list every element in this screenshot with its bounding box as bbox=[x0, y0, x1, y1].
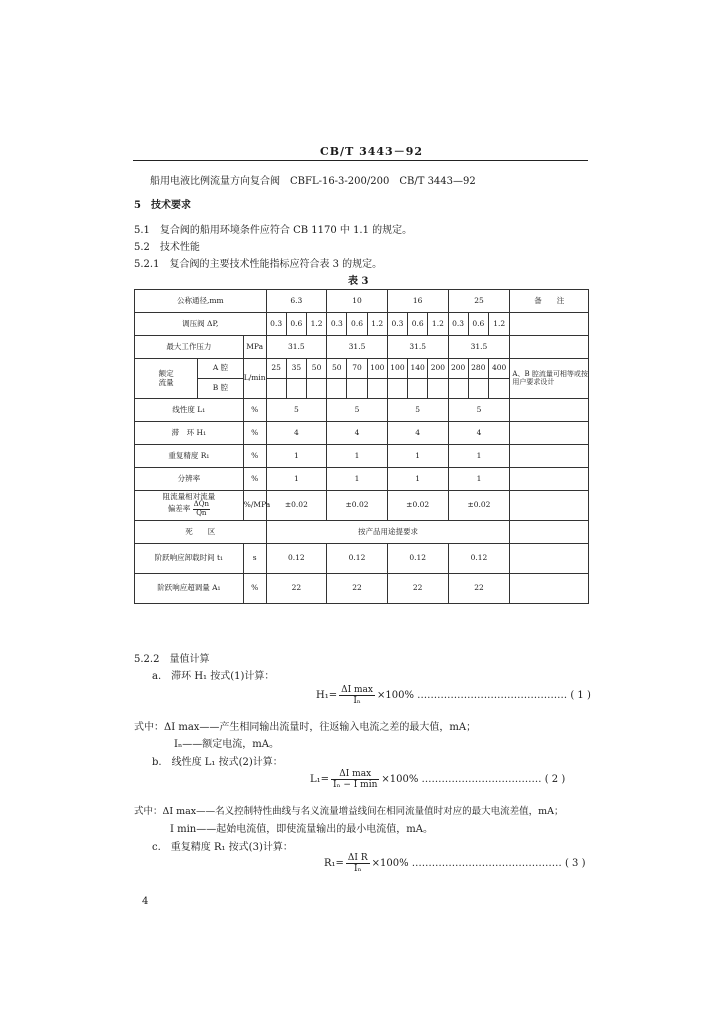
flow-value: 35 bbox=[286, 359, 306, 379]
unit-cell: % bbox=[243, 468, 266, 491]
flow-value: 400 bbox=[488, 359, 509, 379]
empty-cell bbox=[510, 399, 589, 422]
table-row-nominal bbox=[135, 290, 589, 313]
flow-note: A、B 腔流量可相等或按用户要求设计 bbox=[510, 359, 589, 399]
deadzone-value: 按产品用途提要求 bbox=[266, 521, 510, 544]
deviation-unit: %/MPa bbox=[243, 491, 266, 521]
fraction-numerator: ΔI R bbox=[347, 853, 368, 863]
nominal-value: 25 bbox=[448, 290, 510, 313]
empty-cell bbox=[510, 422, 589, 445]
formula-lhs: L₁= bbox=[310, 774, 330, 785]
clause-5-2-1: 5.2.1 复合阀的主要技术性能指标应符合表 3 的规定。 bbox=[134, 259, 383, 270]
clause-5-1: 5.1 复合阀的船用环境条件应符合 CB 1170 中 1.1 的规定。 bbox=[134, 225, 413, 236]
flow-value: 25 bbox=[266, 359, 286, 379]
value-cell: 5 bbox=[266, 399, 327, 422]
empty-cell bbox=[510, 574, 589, 604]
empty-cell bbox=[510, 336, 589, 359]
deadzone-label: 死 区 bbox=[135, 521, 267, 544]
flow-value: 70 bbox=[347, 359, 367, 379]
pressure-value: 1.2 bbox=[428, 313, 448, 336]
where-2-a: 式中：ΔI max——名义控制特性曲线与名义流量增益线间在相同流量值时对应的最大电流差值，mA； bbox=[134, 806, 564, 817]
formula-fraction bbox=[339, 685, 375, 706]
clause-5-2-2: 5.2.2 量值计算 bbox=[134, 654, 210, 665]
max-pressure-value: 31.5 bbox=[327, 336, 388, 359]
item-b: b. 线性度 L₁ 按式(2)计算： bbox=[152, 757, 283, 768]
hysteresis-label: 滞 环 H₁ bbox=[135, 422, 244, 445]
unit-cell: % bbox=[243, 445, 266, 468]
fraction-denominator: Iₙ bbox=[353, 696, 361, 706]
value-cell: 1 bbox=[448, 468, 510, 491]
deviation-label-text: 阻流量相对流量 bbox=[162, 492, 216, 502]
empty-cell bbox=[510, 313, 589, 336]
repeatability-label: 重复精度 R₁ bbox=[135, 445, 244, 468]
page-number: 4 bbox=[142, 896, 149, 907]
document-header: CB/T 3443－92 bbox=[320, 145, 424, 158]
pressure-value: 0.6 bbox=[286, 313, 306, 336]
value-cell: ±0.02 bbox=[448, 491, 510, 521]
value-cell: 1 bbox=[327, 468, 388, 491]
port-b-label: B 腔 bbox=[198, 379, 244, 399]
fraction-denominator: Iₙ bbox=[354, 864, 362, 874]
step-label: 阶跃响应卸载时间 t₁ bbox=[135, 544, 244, 574]
pressure-value: 0.3 bbox=[448, 313, 468, 336]
pressure-label: 调压阀 ΔP, bbox=[135, 313, 267, 336]
formula-2 bbox=[310, 769, 565, 790]
linearity-label: 线性度 L₁ bbox=[135, 399, 244, 422]
formula-3 bbox=[324, 853, 585, 874]
nominal-value: 16 bbox=[387, 290, 448, 313]
flow-value: 100 bbox=[367, 359, 387, 379]
pressure-value: 0.6 bbox=[468, 313, 488, 336]
empty-cell bbox=[510, 445, 589, 468]
value-cell: 22 bbox=[448, 574, 510, 604]
pressure-value: 0.3 bbox=[327, 313, 347, 336]
value-cell: 5 bbox=[448, 399, 510, 422]
table-row bbox=[135, 422, 589, 445]
value-cell: 4 bbox=[327, 422, 388, 445]
value-cell: 5 bbox=[387, 399, 448, 422]
value-cell: 1 bbox=[387, 445, 448, 468]
table-row bbox=[135, 468, 589, 491]
flow-unit: L/min bbox=[243, 359, 266, 399]
formula-tail: ×100% ……………………………… ( 2 ) bbox=[381, 774, 566, 785]
pressure-value: 1.2 bbox=[367, 313, 387, 336]
value-cell: 1 bbox=[448, 445, 510, 468]
empty-cell bbox=[510, 544, 589, 574]
unit-cell: s bbox=[243, 544, 266, 574]
flow-value: 50 bbox=[306, 359, 326, 379]
item-c: c. 重复精度 R₁ 按式(3)计算： bbox=[152, 842, 293, 853]
resolution-label: 分辨率 bbox=[135, 468, 244, 491]
max-pressure-value: 31.5 bbox=[387, 336, 448, 359]
item-a: a. 滞环 H₁ 按式(1)计算： bbox=[152, 671, 275, 682]
flow-value: 50 bbox=[327, 359, 347, 379]
value-cell: 0.12 bbox=[327, 544, 388, 574]
clause-5-2: 5.2 技术性能 bbox=[134, 242, 200, 253]
unit-cell: % bbox=[243, 422, 266, 445]
nominal-label: 公称通径,mm bbox=[135, 290, 267, 313]
value-cell: 1 bbox=[387, 468, 448, 491]
pressure-value: 0.3 bbox=[387, 313, 407, 336]
nominal-value: 10 bbox=[327, 290, 388, 313]
formula-1 bbox=[316, 685, 591, 706]
flow-value: 140 bbox=[408, 359, 428, 379]
value-cell: 22 bbox=[327, 574, 388, 604]
value-cell: 22 bbox=[387, 574, 448, 604]
table-row-step bbox=[135, 544, 589, 574]
pressure-value: 0.6 bbox=[347, 313, 367, 336]
pressure-value: 1.2 bbox=[488, 313, 509, 336]
max-pressure-label: 最大工作压力 bbox=[135, 336, 244, 359]
deviation-label bbox=[135, 491, 244, 521]
table-row-deadzone bbox=[135, 521, 589, 544]
table-row-flow-a bbox=[135, 359, 589, 379]
where-1-b: Iₙ——额定电流，mA。 bbox=[174, 739, 279, 750]
flow-value: 200 bbox=[428, 359, 448, 379]
rated-flow-label: 额定 流量 bbox=[135, 359, 198, 399]
pressure-value: 0.3 bbox=[266, 313, 286, 336]
value-cell: 0.12 bbox=[266, 544, 327, 574]
section-5-title: 5 技术要求 bbox=[134, 200, 191, 211]
value-cell: 4 bbox=[266, 422, 327, 445]
value-cell: 1 bbox=[327, 445, 388, 468]
overshoot-label: 阶跃响应超调量 A₁ bbox=[135, 574, 244, 604]
formula-tail: ×100% ……………………………………… ( 1 ) bbox=[377, 690, 591, 701]
fraction-numerator: ΔQn bbox=[193, 500, 209, 509]
formula-lhs: R₁= bbox=[324, 858, 344, 869]
remark-header: 备 注 bbox=[510, 290, 589, 313]
pressure-value: 1.2 bbox=[306, 313, 326, 336]
table-row-max-pressure bbox=[135, 336, 589, 359]
flow-value: 200 bbox=[448, 359, 468, 379]
where-2-b: I min——起始电流值，即使流量输出的最小电流值，mA。 bbox=[170, 824, 433, 835]
max-pressure-unit: MPa bbox=[243, 336, 266, 359]
fraction-denominator: Iₙ − I min bbox=[333, 780, 378, 790]
value-cell: ±0.02 bbox=[387, 491, 448, 521]
value-cell: 1 bbox=[266, 445, 327, 468]
where-1-a: 式中：ΔI max——产生相同输出流量时，往返输入电流之差的最大值，mA； bbox=[134, 722, 477, 733]
formula-lhs: H₁= bbox=[316, 690, 338, 701]
empty-cell bbox=[510, 468, 589, 491]
deviation-label-text-2: 偏差率 bbox=[167, 504, 191, 514]
value-cell: 0.12 bbox=[387, 544, 448, 574]
max-pressure-value: 31.5 bbox=[448, 336, 510, 359]
formula-fraction bbox=[331, 769, 379, 790]
nominal-value: 6.3 bbox=[266, 290, 327, 313]
port-a-label: A 腔 bbox=[198, 359, 244, 379]
header-rule bbox=[133, 160, 588, 161]
deviation-fraction bbox=[193, 501, 210, 517]
value-cell: ±0.02 bbox=[266, 491, 327, 521]
document-subtitle: 船用电液比例流量方向复合阀 CBFL-16-3-200/200 CB/T 3443—92 bbox=[150, 176, 476, 187]
empty-cell bbox=[510, 521, 589, 544]
pressure-value: 0.6 bbox=[408, 313, 428, 336]
table-row bbox=[135, 399, 589, 422]
table-row bbox=[135, 445, 589, 468]
max-pressure-value: 31.5 bbox=[266, 336, 327, 359]
table-row-pressure bbox=[135, 313, 589, 336]
value-cell: 4 bbox=[448, 422, 510, 445]
value-cell: 5 bbox=[327, 399, 388, 422]
fraction-denominator: Qn bbox=[196, 509, 207, 518]
unit-cell: % bbox=[243, 399, 266, 422]
value-cell: 4 bbox=[387, 422, 448, 445]
flow-value: 100 bbox=[387, 359, 407, 379]
value-cell: 0.12 bbox=[448, 544, 510, 574]
performance-table bbox=[134, 289, 589, 604]
fraction-numerator: ΔI max bbox=[331, 769, 379, 780]
fraction-numerator: ΔI max bbox=[341, 685, 374, 695]
table-row-overshoot bbox=[135, 574, 589, 604]
formula-tail: ×100% ……………………………………… ( 3 ) bbox=[371, 858, 586, 869]
value-cell: 1 bbox=[266, 468, 327, 491]
table-row-deviation bbox=[135, 491, 589, 521]
formula-fraction bbox=[346, 853, 370, 874]
unit-cell: % bbox=[243, 574, 266, 604]
empty-cell bbox=[510, 491, 589, 521]
value-cell: 22 bbox=[266, 574, 327, 604]
table-title: 表 3 bbox=[348, 276, 369, 287]
flow-value: 280 bbox=[468, 359, 488, 379]
value-cell: ±0.02 bbox=[327, 491, 388, 521]
